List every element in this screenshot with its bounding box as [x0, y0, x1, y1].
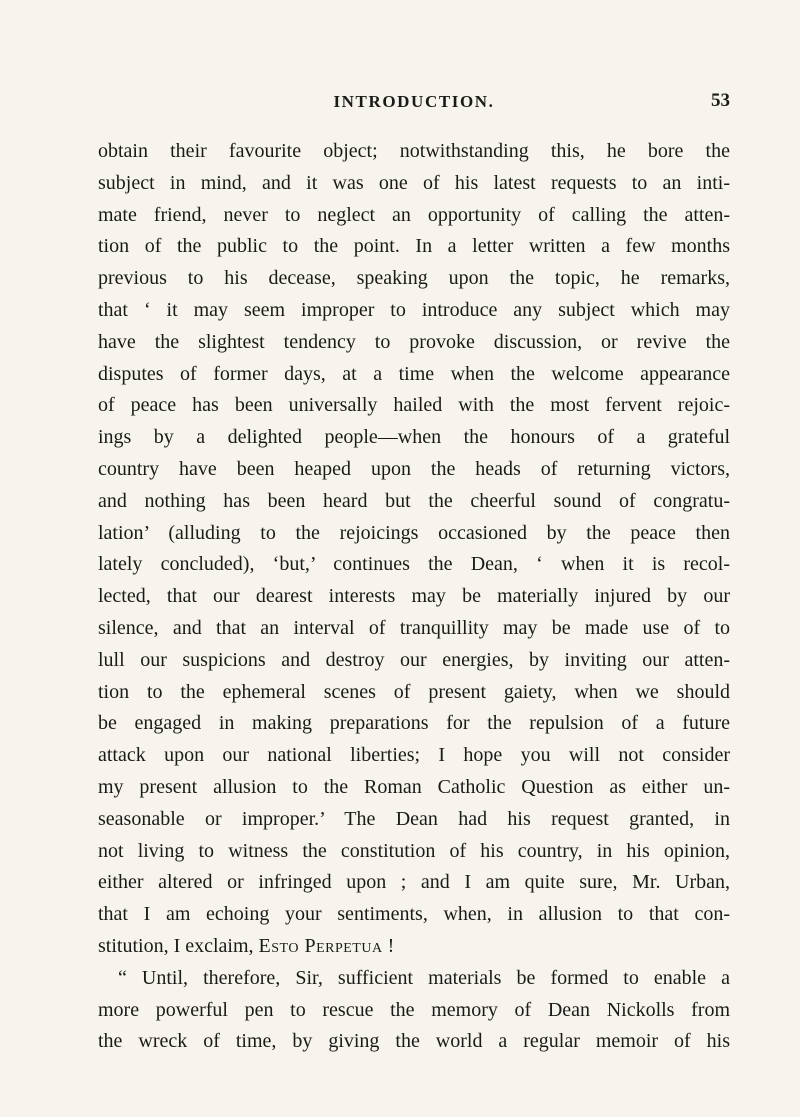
text-line: either altered or infringed upon ; and I am quite sure, Mr. Urban,: [98, 871, 730, 894]
text-line: lected, that our dearest interests may be materially injured by our: [98, 585, 730, 608]
text-line: disputes of former days, at a time when the welcome appearance: [98, 362, 730, 385]
text-line-paragraph-start: “ Until, therefore, Sir, sufficient materials be formed to enable a: [118, 966, 730, 989]
text-line: lull our suspicions and destroy our energies, by inviting our atten-: [98, 648, 730, 671]
text-line: seasonable or improper.’ The Dean had his request granted, in: [98, 807, 730, 830]
text-line: lation’ (alluding to the rejoicings occasioned by the peace then: [98, 521, 730, 544]
text-line: and nothing has been heard but the cheerful sound of congratu-: [98, 489, 730, 512]
text-line: country have been heaped upon the heads of returning victors,: [98, 457, 730, 480]
text-line: attack upon our national liberties; I hope you will not consider: [98, 744, 730, 767]
text-line: that ‘ it may seem improper to introduce any subject which may: [98, 298, 730, 321]
text-line: not living to witness the constitution of his country, in his opinion,: [98, 839, 730, 862]
text-line: previous to his decease, speaking upon the topic, he remarks,: [98, 267, 730, 290]
text-line: ings by a delighted people—when the honours of a grateful: [98, 426, 730, 449]
text-line: of peace has been universally hailed with the most fervent rejoic-: [98, 394, 730, 417]
text-line: my present allusion to the Roman Catholic Question as either un-: [98, 775, 730, 798]
text-line: the wreck of time, by giving the world a regular memoir of his: [98, 1030, 730, 1053]
running-head-title: INTRODUCTION.: [333, 92, 495, 111]
text-fragment: !: [382, 934, 395, 957]
text-line: silence, and that an interval of tranquillity may be made use of to: [98, 616, 730, 639]
text-line-exclamation: [98, 931, 730, 963]
text-line: mate friend, never to neglect an opportunity of calling the atten-: [98, 203, 730, 226]
text-fragment: stitution, I exclaim,: [98, 934, 259, 957]
running-head: [98, 88, 730, 118]
text-line: tion to the ephemeral scenes of present gaiety, when we should: [98, 680, 730, 703]
body-text: [98, 136, 730, 1058]
text-line: have the slightest tendency to provoke discussion, or revive the: [98, 330, 730, 353]
esto-perpetua: Esto Perpetua: [258, 934, 383, 957]
text-line: that I am echoing your sentiments, when, in allusion to that con-: [98, 903, 730, 926]
text-line: obtain their favourite object; notwithstanding this, he bore the: [98, 140, 730, 162]
text-line: tion of the public to the point. In a letter written a few months: [98, 235, 730, 258]
page-number: 53: [711, 90, 730, 111]
text-line: subject in mind, and it was one of his latest requests to an inti-: [98, 171, 730, 194]
text-line: more powerful pen to rescue the memory of Dean Nickolls from: [98, 998, 730, 1021]
text-line: lately concluded), ‘but,’ continues the Dean, ‘ when it is recol-: [98, 553, 730, 576]
text-line: be engaged in making preparations for the repulsion of a future: [98, 712, 730, 735]
